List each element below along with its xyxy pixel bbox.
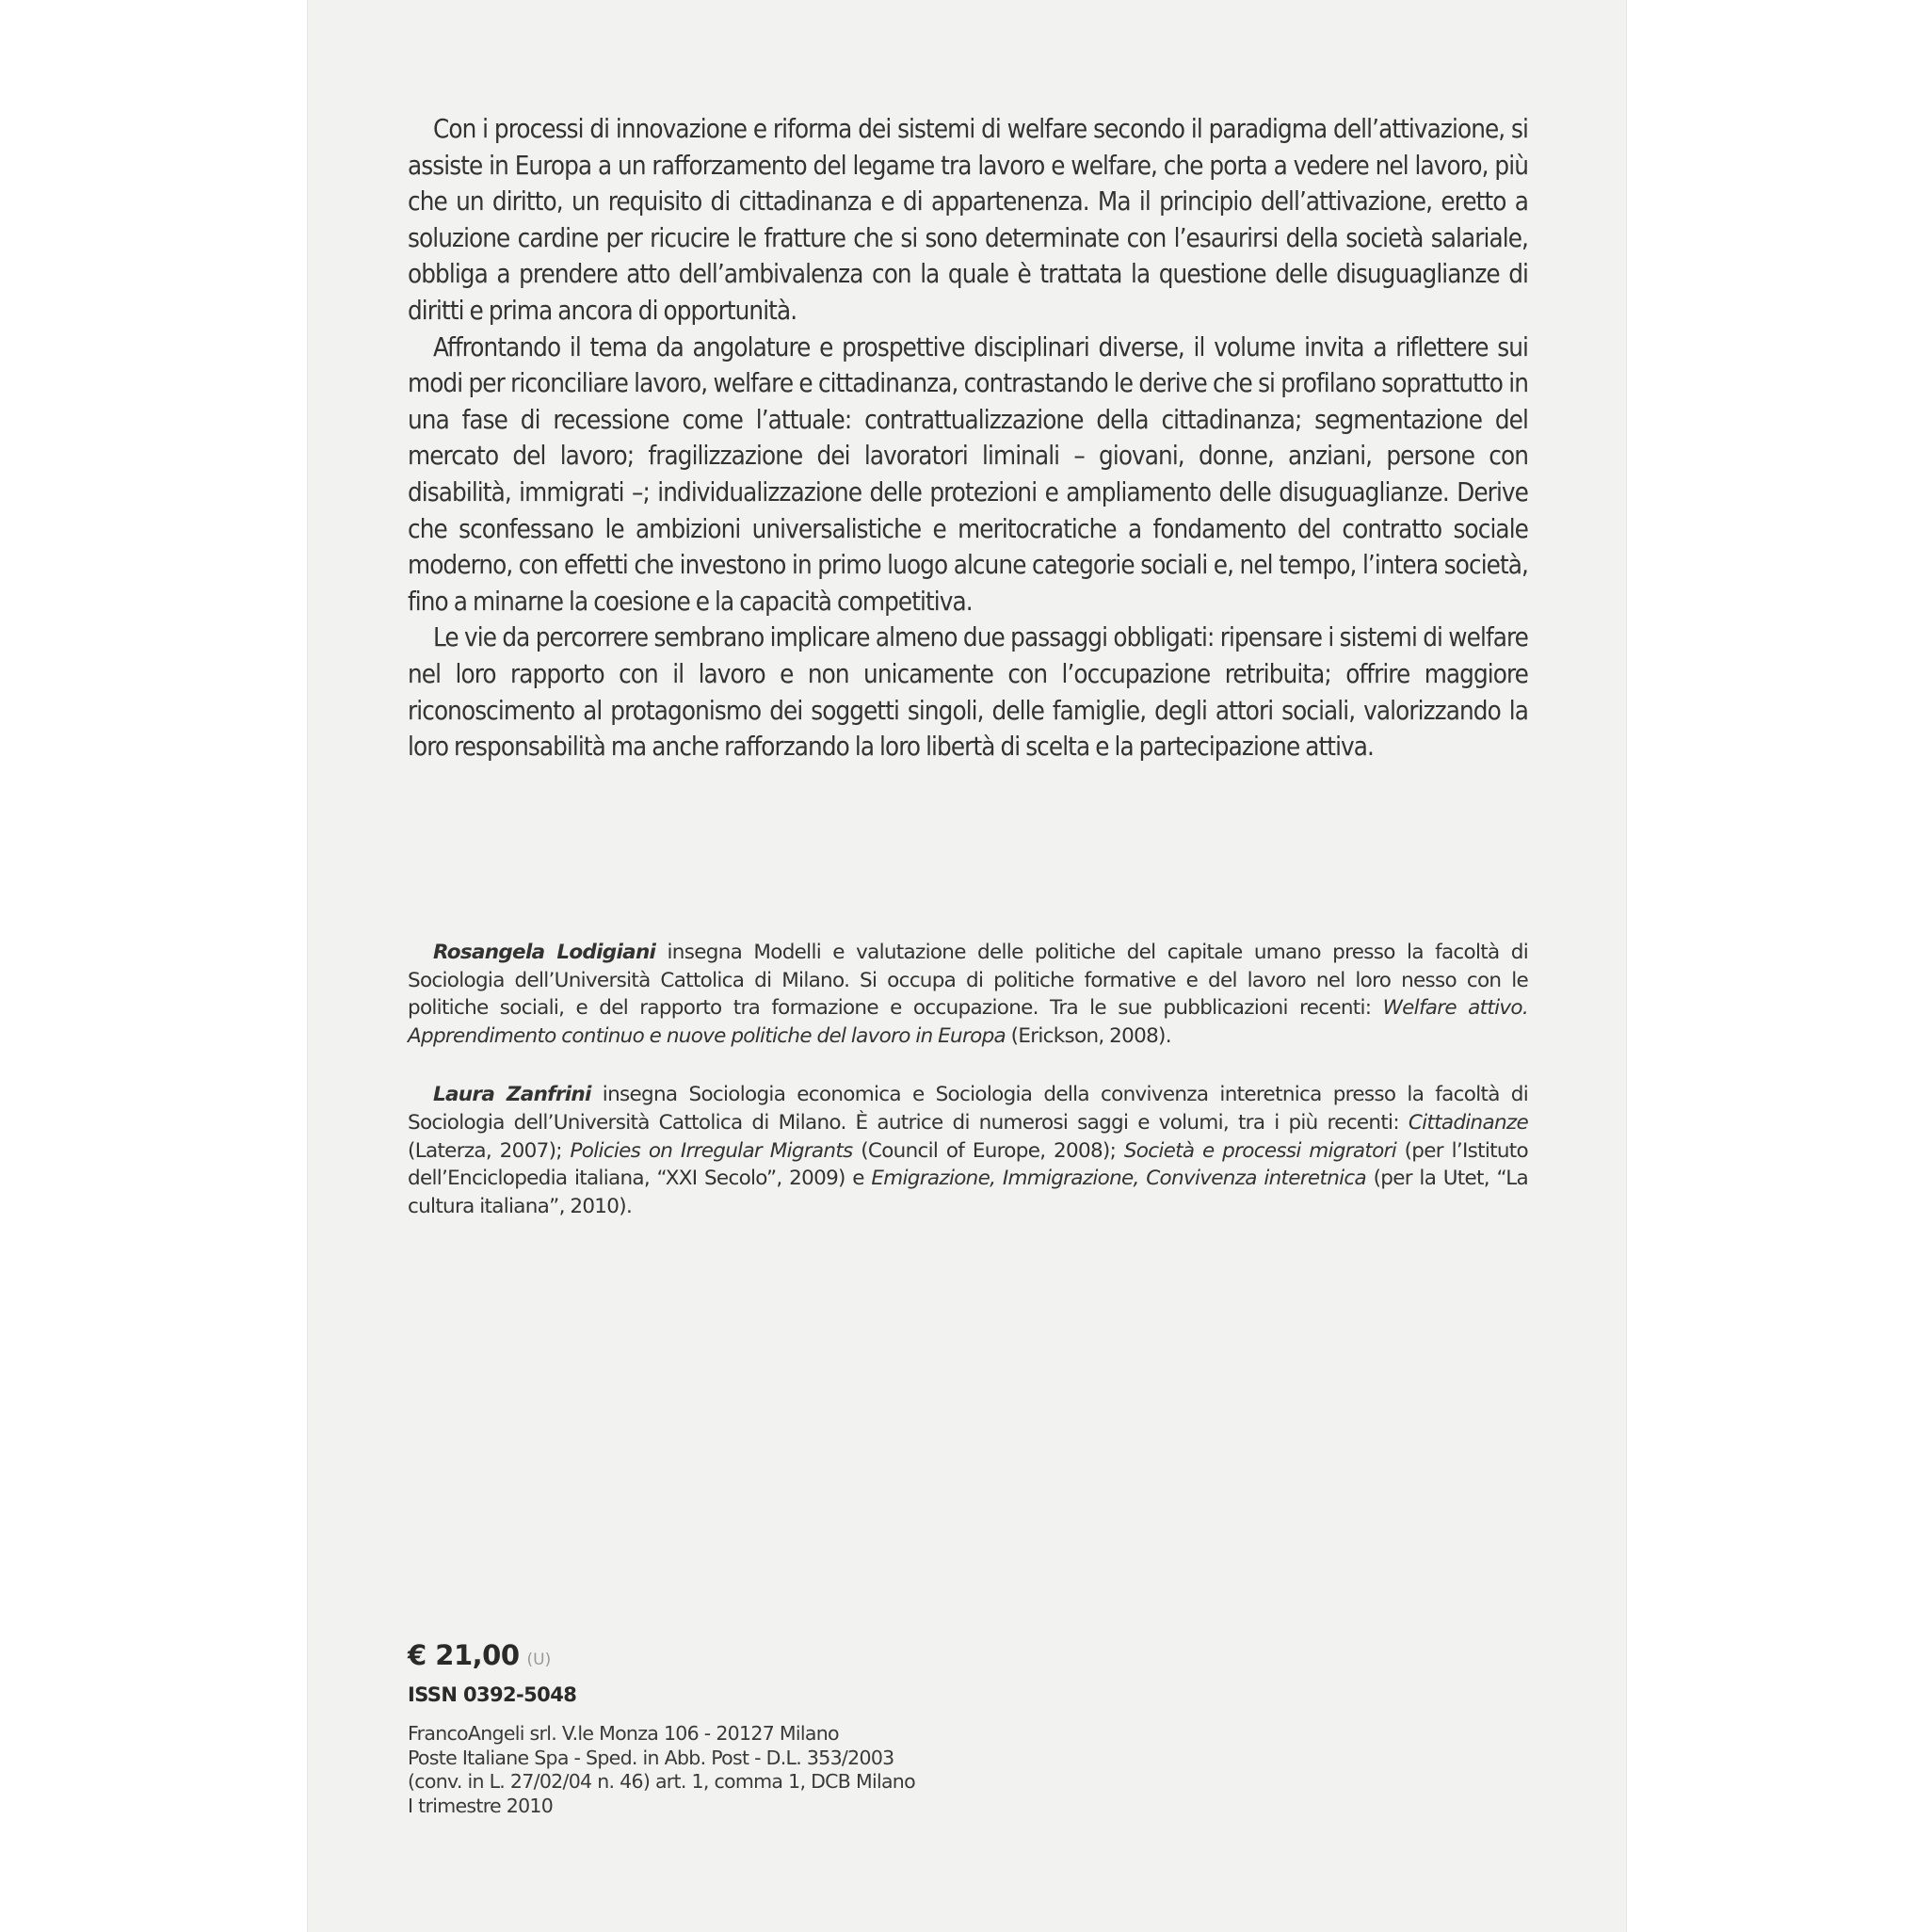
- issn: ISSN 0392-5048: [408, 1683, 577, 1706]
- book-title: Cittadinanze: [1408, 1110, 1528, 1135]
- book-title: Policies on Irregular Migrants: [570, 1138, 853, 1163]
- blurb-paragraph-2: Affrontando il tema da angolature e prospettive disciplinari diverse, il volume invita a riflettere sui modi per riconciliare lavoro, welfare e cittadinanza, contrastando le derive che si profilano soprattutto in una fase di recessione come l’attuale: contrattualizzazione della cittadinanza; segmentazione del mercato del lavoro; fragilizzazione dei lavoratori liminali – giovani, donne, anziani, persone con disabilità, immigrati –; individualizzazione delle protezioni e ampliamento delle disuguaglianze. Derive che sconfessano le ambizioni universalistiche e meritocratiche a fondamento del contratto sociale moderno, con effetti che investono in primo luogo alcune categorie sociali e, nel tempo, l’intera società, fino a minarne la coesione e la capacità competitiva.: [408, 331, 1528, 617]
- bio-text: (Erickson, 2008).: [1006, 1023, 1171, 1048]
- book-title: Welfare attivo. Apprendimento continuo e nuove politiche del lavoro in Europa: [408, 996, 1528, 1048]
- publisher-line: FrancoAngeli srl. V.le Monza 106 - 20127 Milano: [408, 1722, 839, 1745]
- bio-text: insegna Sociologia economica e Sociologia della convivenza interetnica presso la facoltà di Sociologia dell’Università Cattolica di Milano. È autrice di numerosi saggi e volumi, tra i più recenti:: [408, 1083, 1529, 1135]
- blurb-paragraph-1: Con i processi di innovazione e riforma dei sistemi di welfare secondo il paradigma dell’attivazione, si assiste in Europa a un rafforzamento del legame tra lavoro e welfare, che porta a vedere nel lavoro, più che un diritto, un requisito di cittadinanza e di appartenenza. Ma il principio dell’attivazione, eretto a soluzione cardine per ricucire le fratture che si sono determinate con l’esaurirsi della società salariale, obbliga a prendere atto dell’ambivalenza con la quale è trattata la questione delle disuguaglianze di diritti e prima ancora di opportunità.: [408, 114, 1528, 326]
- author-name: Laura Zanfrini: [433, 1083, 591, 1107]
- author-bios: [408, 939, 1528, 1251]
- bio-text: (Council of Europe, 2008);: [852, 1138, 1124, 1163]
- price-and-publisher-block: [408, 1636, 915, 1818]
- bio-text: (per l’Istituto dell’Enciclopedia italiana, “XXI Secolo”, 2009) e: [408, 1138, 1528, 1191]
- price-value: € 21,00: [408, 1639, 520, 1671]
- book-title: Società e processi migratori: [1123, 1138, 1396, 1163]
- author-bio-1: [408, 939, 1528, 1050]
- bio-text: (per la Utet, “La cultura italiana”, 2010).: [408, 1167, 1528, 1218]
- blurb-text: [408, 111, 1528, 765]
- price: [408, 1636, 915, 1679]
- book-back-cover: [307, 0, 1627, 1932]
- blurb-paragraph-3: Le vie da percorrere sembrano implicare almeno due passaggi obbligati: ripensare i sistemi di welfare nel loro rapporto con il lavoro e non unicamente con l’occupazione retribuita; offrire maggiore riconoscimento al protagonismo dei soggetti singoli, delle famiglie, degli attori sociali, valorizzando la loro responsabilità ma anche rafforzando la loro libertà di scelta e la partecipazione attiva.: [408, 622, 1528, 763]
- publisher-line: I trimestre 2010: [408, 1794, 554, 1817]
- publisher-info: [408, 1722, 915, 1818]
- bio-text: (Laterza, 2007);: [408, 1138, 571, 1163]
- publisher-line: (conv. in L. 27/02/04 n. 46) art. 1, comma 1, DCB Milano: [408, 1770, 915, 1793]
- price-code: (U): [526, 1650, 552, 1669]
- publisher-line: Poste Italiane Spa - Sped. in Abb. Post - D.L. 353/2003: [408, 1746, 894, 1769]
- author-bio-2: [408, 1081, 1528, 1220]
- bio-text: insegna Modelli e valutazione delle politiche del capitale umano presso la facoltà di Sociologia dell’Università Cattolica di Milano. Si occupa di politiche formative e del lavoro nel loro nesso con le politiche sociali, e del rapporto tra formazione e occupazione. Tra le sue pubblicazioni recenti:: [408, 941, 1528, 1021]
- author-name: Rosangela Lodigiani: [433, 941, 656, 964]
- book-title: Emigrazione, Immigrazione, Convivenza interetnica: [871, 1167, 1366, 1191]
